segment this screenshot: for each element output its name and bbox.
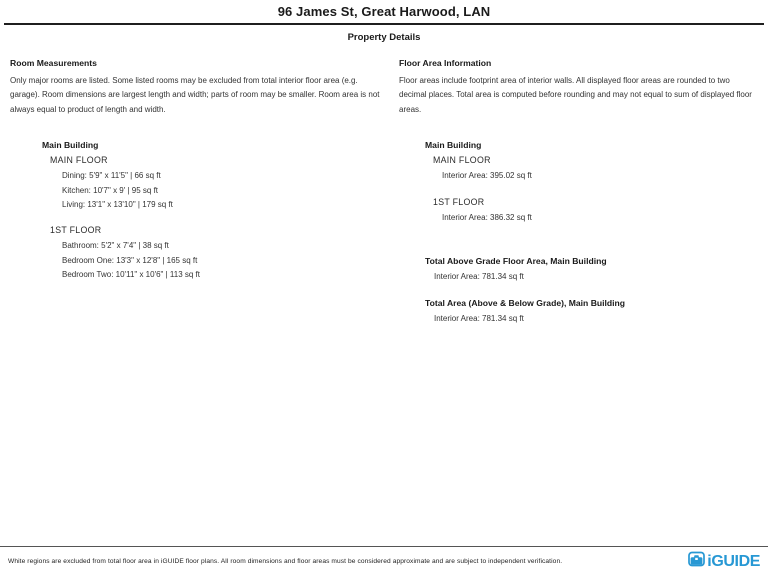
room-dimension: Living: 13'1" x 13'10" | 179 sq ft <box>62 200 173 210</box>
floor-area-main-floor <box>433 155 758 183</box>
room-measurements-building <box>42 140 399 282</box>
room-measurements-description: Only major rooms are listed. Some listed rooms may be excluded from total interior floor area (e.g. garage). Room dimensions are largest length and width; parts of room may be smaller. Room area is not always equal to product of length and width. <box>10 76 380 114</box>
page-footer <box>0 546 768 576</box>
floor-block-main-floor <box>50 155 399 212</box>
footer-disclaimer: White regions are excluded from total floor area in iGUIDE floor plans. All room dimensions and floor areas must be considered approximate and are subject to independent verification. <box>8 558 563 565</box>
floor-area-building <box>425 140 758 225</box>
building-name: Main Building <box>42 140 99 151</box>
interior-area-value: Interior Area: 781.34 sq ft <box>434 314 524 324</box>
interior-area-value: Interior Area: 386.32 sq ft <box>442 212 532 222</box>
floor-block-1st-floor <box>50 225 399 282</box>
total-heading: Total Area (Above & Below Grade), Main Building <box>425 298 626 309</box>
floor-area-description: Floor areas include footprint area of interior walls. All displayed floor areas are rounded to two decimal places. Total area is computed before rounding and may not equal to sum of displayed floor areas. <box>399 76 752 114</box>
header-divider <box>4 23 764 25</box>
total-heading: Total Above Grade Floor Area, Main Building <box>425 256 607 267</box>
room-dimension: Bedroom One: 13'3" x 12'8" | 165 sq ft <box>62 255 198 265</box>
total-above-below-grade <box>425 298 758 326</box>
iguide-camera-icon <box>688 551 705 572</box>
floor-name: MAIN FLOOR <box>433 155 491 166</box>
floor-area-totals <box>425 256 758 327</box>
room-dimension: Kitchen: 10'7" x 9' | 95 sq ft <box>62 185 159 195</box>
page-title: 96 James St, Great Harwood, LAN <box>277 4 491 19</box>
interior-area-value: Interior Area: 781.34 sq ft <box>434 272 524 282</box>
content-columns <box>0 58 768 327</box>
total-above-grade <box>425 256 758 284</box>
iguide-logo-text: iGUIDE <box>707 552 760 570</box>
room-measurements-heading: Room Measurements <box>10 58 97 68</box>
room-dimension: Dining: 5'9" x 11'5" | 66 sq ft <box>62 171 161 181</box>
floor-area-heading: Floor Area Information <box>399 58 492 68</box>
floor-area-1st-floor <box>433 197 758 225</box>
building-name: Main Building <box>425 140 482 151</box>
page-subtitle: Property Details <box>347 32 421 43</box>
interior-area-value: Interior Area: 395.02 sq ft <box>442 171 532 181</box>
room-dimension: Bathroom: 5'2" x 7'4" | 38 sq ft <box>62 241 169 251</box>
room-dimension: Bedroom Two: 10'11" x 10'6" | 113 sq ft <box>62 270 201 280</box>
floor-name: MAIN FLOOR <box>50 155 108 166</box>
room-measurements-section <box>10 58 399 327</box>
floor-area-section <box>399 58 758 327</box>
page-header <box>0 0 768 43</box>
floor-name: 1ST FLOOR <box>50 225 102 236</box>
floor-name: 1ST FLOOR <box>433 196 485 207</box>
iguide-logo <box>688 551 760 572</box>
